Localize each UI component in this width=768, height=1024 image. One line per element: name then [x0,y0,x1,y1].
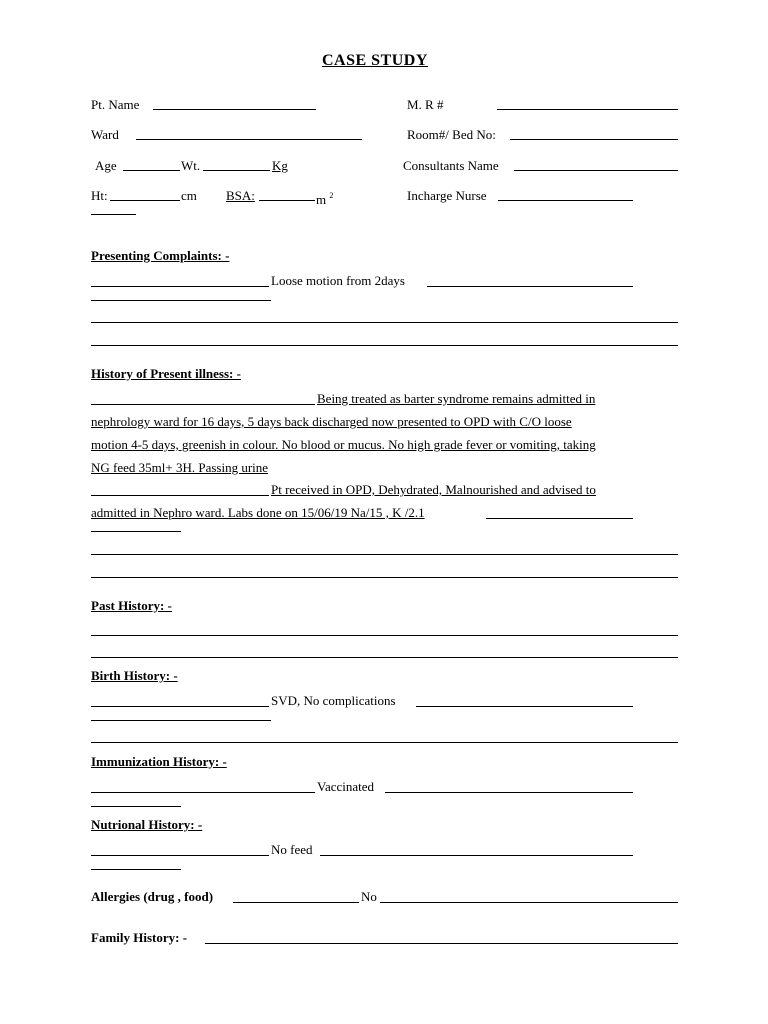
pt-name-field[interactable] [153,109,316,110]
ht-label: Ht: [91,188,108,203]
hpi-line-8[interactable] [91,554,678,555]
presenting-line-3[interactable] [91,322,678,323]
presenting-line-4[interactable] [91,345,678,346]
ht-field[interactable] [110,200,180,201]
immunization-line-lead [91,792,315,793]
birth-line-2[interactable] [91,720,271,721]
presenting-line-tail [427,286,633,287]
ward-field[interactable] [136,139,362,140]
past-history-line-2[interactable] [91,657,678,658]
nutritional-line-tail [320,855,633,856]
nutritional-line-lead [91,855,269,856]
consultants-label: Consultants Name [403,158,499,173]
wt-field[interactable] [203,170,270,171]
hpi-line-lead [91,404,315,405]
immunization-line-2[interactable] [91,806,181,807]
hpi-text-1: Being treated as barter syndrome remains admitted in [317,391,596,406]
allergies-heading: Allergies (drug , food) [91,889,214,904]
family-history-field[interactable] [205,943,678,944]
allergies-line-tail [380,902,678,903]
incharge-field[interactable] [498,200,633,201]
nutritional-value: No feed [271,842,313,857]
allergies-value: No [361,889,377,904]
hpi-line-9[interactable] [91,577,678,578]
birth-history-value: SVD, No complications [271,693,396,708]
incharge-field-continued[interactable] [91,214,136,215]
immunization-line-tail [385,792,633,793]
hpi-text-6: admitted in Nephro ward. Labs done on 15/06/19 Na/15 , K /2.1 [91,505,425,520]
page-title: CASE STUDY [322,52,428,69]
past-history-line-1[interactable] [91,635,678,636]
hpi-line-7[interactable] [91,531,181,532]
presenting-line-lead [91,286,269,287]
bsa-label: BSA: [226,188,255,203]
allergies-line-lead [233,902,359,903]
presenting-line-2[interactable] [91,300,271,301]
hpi-text-4: NG feed 35ml+ 3H. Passing urine [91,460,269,475]
hpi-text-5: Pt received in OPD, Dehydrated, Malnourished and advised to [271,482,596,497]
cm-unit: cm [181,188,197,203]
kg-unit: Kg [272,158,288,173]
hpi-heading: History of Present illness: - [91,366,241,381]
birth-line-tail [416,706,633,707]
mr-field[interactable] [497,109,678,110]
presenting-complaints-heading: Presenting Complaints: - [91,248,230,263]
incharge-label: Incharge Nurse [407,188,487,203]
presenting-complaints-value: Loose motion from 2days [271,273,405,288]
wt-label: Wt. [181,158,201,173]
ward-label: Ward [91,127,119,142]
age-label: Age [95,158,117,173]
nutritional-heading: Nutrional History: - [91,817,203,832]
family-history-heading: Family History: - [91,930,188,945]
age-field[interactable] [123,170,180,171]
hpi-line-lead-2 [91,495,269,496]
pt-name-label: Pt. Name [91,97,140,112]
birth-line-lead [91,706,269,707]
room-bed-label: Room#/ Bed No: [407,127,496,142]
nutritional-line-2[interactable] [91,869,181,870]
hpi-text-2: nephrology ward for 16 days, 5 days back discharged now presented to OPD with C/O loose [91,414,572,429]
mr-label: M. R # [407,97,444,112]
immunization-value: Vaccinated [317,779,375,794]
consultants-field[interactable] [514,170,678,171]
hpi-text-3: motion 4-5 days, greenish in colour. No blood or mucus. No high grade fever or vomiting, taking [91,437,596,452]
m2-unit: m $^2$ [316,191,334,207]
birth-line-3[interactable] [91,742,678,743]
birth-history-heading: Birth History: - [91,668,178,683]
past-history-heading: Past History: - [91,598,172,613]
hpi-line-tail [486,518,633,519]
immunization-heading: Immunization History: - [91,754,227,769]
bsa-field[interactable] [259,200,315,201]
room-bed-field[interactable] [510,139,678,140]
